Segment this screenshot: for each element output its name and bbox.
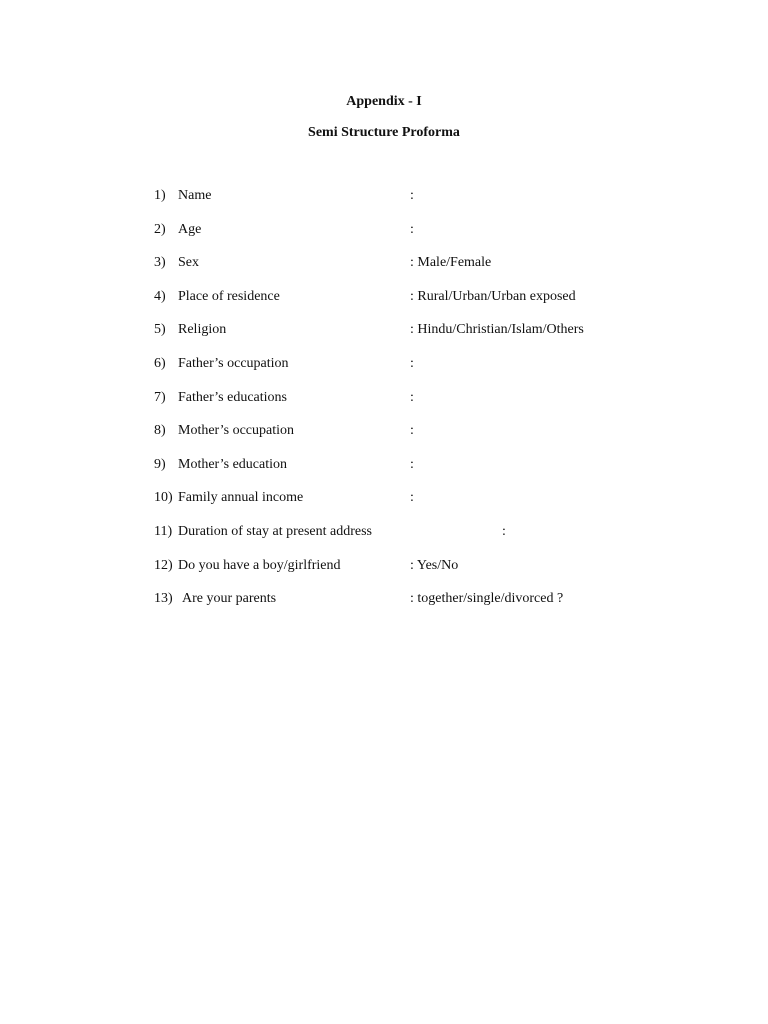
list-item (154, 423, 674, 457)
item-number: 4) (154, 288, 166, 304)
item-label: Father’s occupation (178, 355, 289, 371)
item-number: 9) (154, 456, 166, 472)
item-value: : Rural/Urban/Urban exposed (410, 288, 576, 304)
item-value: : (410, 389, 414, 405)
list-item (154, 524, 674, 558)
list-item (154, 322, 674, 356)
list-item (154, 255, 674, 289)
list-item (154, 591, 674, 625)
list-item (154, 289, 674, 323)
item-number: 2) (154, 221, 166, 237)
list-item (154, 356, 674, 390)
item-label: Are your parents (182, 591, 277, 607)
item-label: Duration of stay at present address (178, 523, 372, 539)
item-value: : Hindu/Christian/Islam/Others (410, 322, 584, 338)
item-value: : (410, 456, 414, 472)
item-label: Age (178, 221, 202, 237)
item-number: 8) (154, 423, 166, 439)
item-value: : (410, 221, 414, 237)
document-subtitle: Semi Structure Proforma (308, 125, 460, 140)
item-value: : (502, 523, 506, 539)
item-value: : (410, 423, 414, 439)
list-item (154, 558, 674, 592)
item-value: : (410, 490, 414, 506)
item-number: 3) (154, 255, 166, 271)
list-item (154, 222, 674, 256)
item-number: 7) (154, 389, 166, 405)
item-label: Mother’s occupation (178, 423, 294, 439)
item-label: Family annual income (178, 490, 304, 506)
item-number: 5) (154, 322, 166, 338)
item-label: Place of residence (178, 288, 280, 304)
list-item (154, 457, 674, 491)
proforma-list (154, 188, 674, 625)
list-item (154, 188, 674, 222)
item-label: Mother’s education (178, 456, 287, 472)
item-number: 13) (154, 591, 173, 607)
item-label: Religion (178, 322, 227, 338)
item-value: : (410, 188, 414, 203)
item-number: 6) (154, 355, 166, 371)
item-value: : (410, 355, 414, 371)
item-number: 11) (154, 523, 173, 539)
item-label: Name (178, 188, 212, 203)
item-value: : together/single/divorced ? (410, 591, 564, 607)
item-value: : Yes/No (410, 557, 459, 573)
item-value: : Male/Female (410, 255, 492, 271)
item-label: Do you have a boy/girlfriend (178, 557, 341, 573)
item-label: Father’s educations (178, 389, 287, 405)
list-item (154, 490, 674, 524)
document-title: Appendix - I (346, 94, 422, 109)
item-number: 10) (154, 490, 173, 506)
item-number: 1) (154, 188, 166, 203)
item-label: Sex (178, 255, 199, 271)
list-item (154, 390, 674, 424)
item-number: 12) (154, 557, 173, 573)
